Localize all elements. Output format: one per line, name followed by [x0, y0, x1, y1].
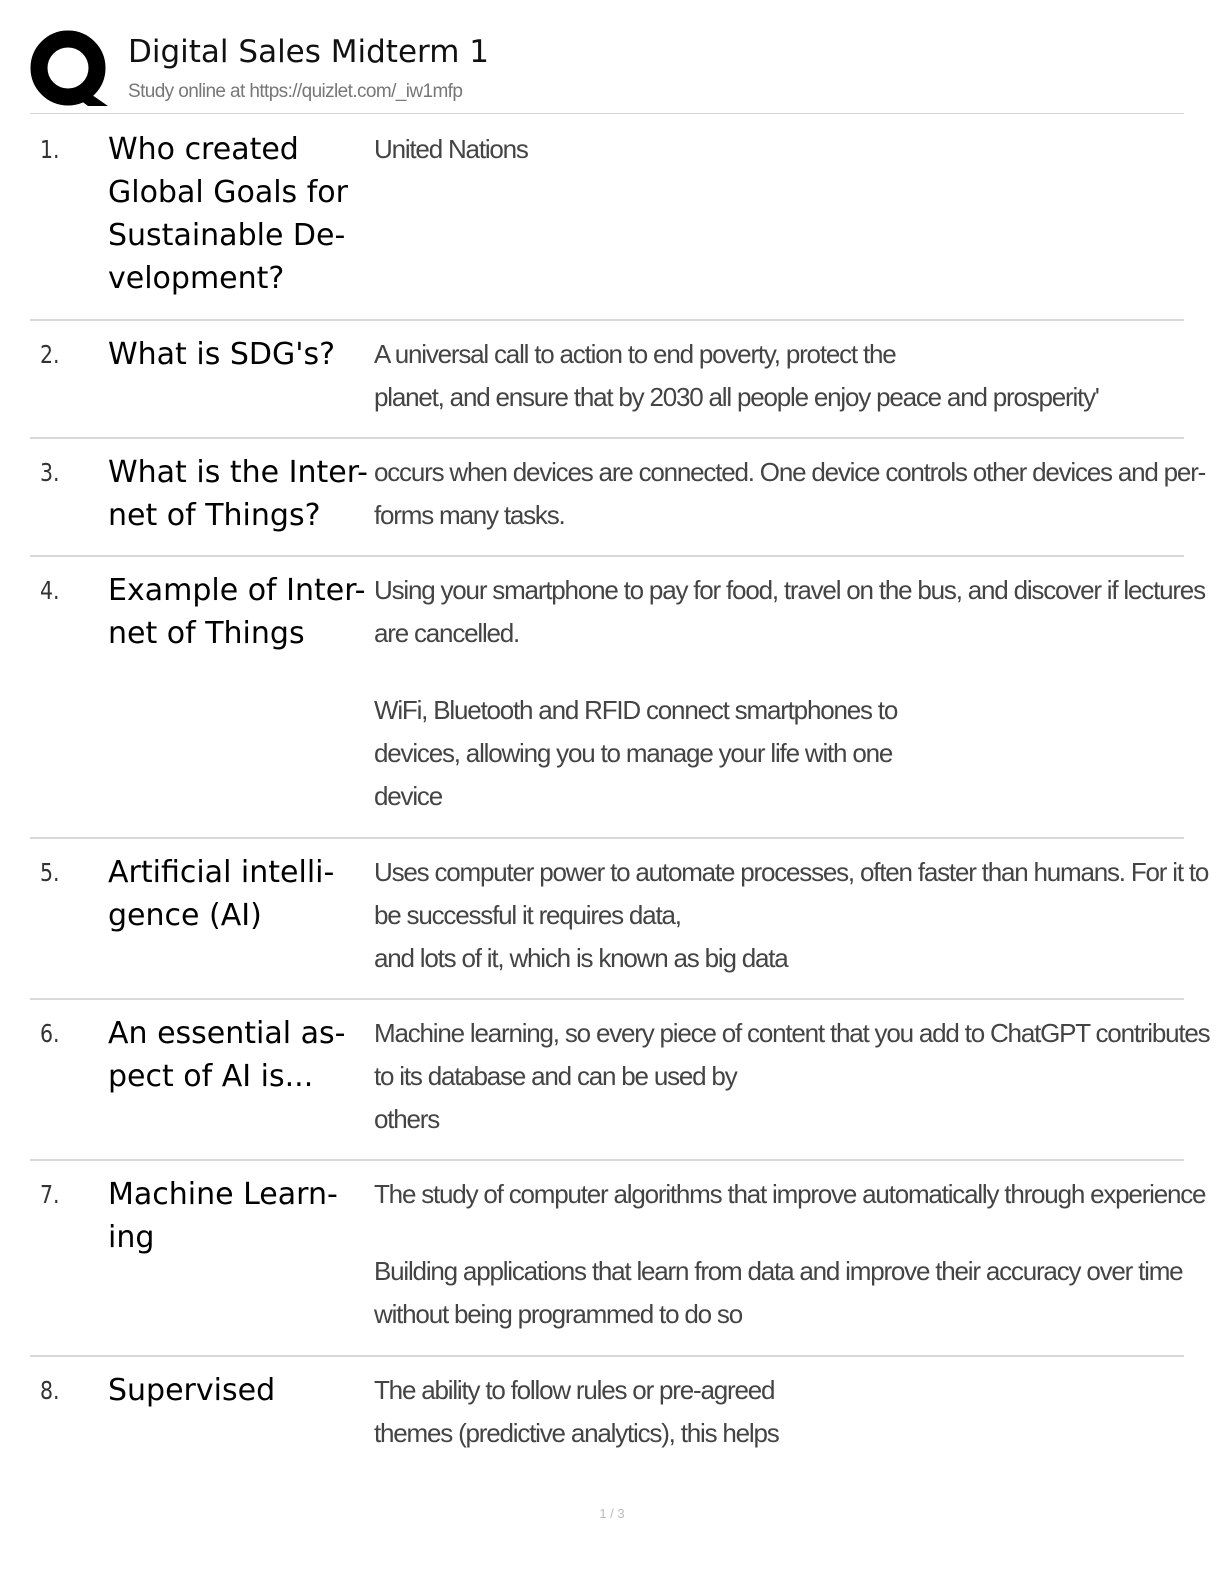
card-term	[108, 1173, 370, 1259]
card-number: 7.	[40, 1180, 60, 1209]
quizlet-logo-icon	[30, 30, 110, 110]
definition-line: others	[374, 1104, 440, 1134]
term-line: What is the Inter-	[108, 455, 368, 490]
term-line: Artificial intelli-	[108, 855, 335, 890]
definition-line: Uses computer power to automate processes, often faster than humans. For it to	[374, 857, 1209, 887]
term-line: gence (AI)	[108, 898, 262, 933]
paragraph-gap	[374, 655, 1174, 689]
definition-line: The study of computer algorithms that improve automatically through experience	[374, 1179, 1206, 1209]
card-definition	[374, 451, 1206, 537]
definition-line: to its database and can be used by	[374, 1061, 737, 1091]
definition-line: United Nations	[374, 134, 528, 164]
card-term	[108, 1012, 370, 1098]
term-line: Global Goals for	[108, 175, 348, 210]
definition-line: are cancelled.	[374, 618, 520, 648]
definition-line: and lots of it, which is known as big data	[374, 943, 788, 973]
flashcard-row	[30, 998, 1210, 1161]
card-definition	[374, 1173, 1206, 1336]
card-term	[108, 1369, 370, 1412]
definition-line: device	[374, 781, 442, 811]
card-number: 6.	[40, 1019, 60, 1048]
flashcard-row	[30, 1159, 1206, 1357]
card-number: 4.	[40, 576, 60, 605]
definition-line: Building applications that learn from data and improve their accuracy over time	[374, 1256, 1183, 1286]
page-number: 1 / 3	[599, 1506, 625, 1521]
card-definition	[374, 1369, 1174, 1455]
card-term	[108, 569, 370, 655]
definition-line: Machine learning, so every piece of content that you add to ChatGPT contributes	[374, 1018, 1210, 1048]
flashcard-row	[30, 837, 1209, 1000]
card-term	[108, 851, 370, 937]
document-subtitle: Study online at https://quizlet.com/_iw1mfp	[128, 81, 463, 102]
document-title: Digital Sales Midterm 1	[128, 34, 489, 70]
definition-line: WiFi, Bluetooth and RFID connect smartphones to	[374, 695, 898, 725]
definition-line: A universal call to action to end poverty, protect the	[374, 339, 896, 369]
flashcard-row	[30, 114, 1184, 321]
document-header	[30, 28, 1184, 114]
card-number: 1.	[40, 135, 60, 164]
definition-line: be successful it requires data,	[374, 900, 681, 930]
card-definition	[374, 851, 1209, 980]
card-number: 2.	[40, 340, 60, 369]
card-definition	[374, 1012, 1210, 1141]
card-definition	[374, 333, 1174, 419]
card-term	[108, 128, 370, 300]
card-term	[108, 333, 370, 376]
term-line: Who created	[108, 132, 299, 167]
flashcard-row	[30, 1355, 1184, 1495]
card-number: 5.	[40, 858, 60, 887]
term-line: Sustainable De-	[108, 218, 346, 253]
definition-line: planet, and ensure that by 2030 all people enjoy peace and prosperity'	[374, 382, 1099, 412]
definition-line: devices, allowing you to manage your life with one	[374, 738, 893, 768]
definition-line: occurs when devices are connected. One device controls other devices and per-	[374, 457, 1206, 487]
term-line: What is SDG's?	[108, 337, 336, 372]
term-line: Example of Inter-	[108, 573, 366, 608]
term-line: net of Things	[108, 616, 305, 651]
card-definition	[374, 128, 1174, 171]
term-line: pect of AI is...	[108, 1059, 314, 1094]
flashcard-row	[30, 437, 1206, 557]
flashcard-row	[30, 555, 1205, 839]
card-number: 3.	[40, 458, 60, 487]
card-number: 8.	[40, 1376, 60, 1405]
paragraph-gap	[374, 1216, 1174, 1250]
term-line: Machine Learn-	[108, 1177, 338, 1212]
definition-line: themes (predictive analytics), this helps	[374, 1418, 779, 1448]
definition-line: Using your smartphone to pay for food, travel on the bus, and discover if lectures	[374, 575, 1205, 605]
term-line: Supervised	[108, 1373, 276, 1408]
card-term	[108, 451, 370, 537]
definition-line: without being programmed to do so	[374, 1299, 742, 1329]
card-definition	[374, 569, 1205, 818]
term-line: ing	[108, 1220, 155, 1255]
term-line: velopment?	[108, 261, 285, 296]
definition-line: forms many tasks.	[374, 500, 565, 530]
term-line: An essential as-	[108, 1016, 346, 1051]
term-line: net of Things?	[108, 498, 321, 533]
flashcard-row	[30, 319, 1184, 439]
definition-line: The ability to follow rules or pre-agreed	[374, 1375, 775, 1405]
